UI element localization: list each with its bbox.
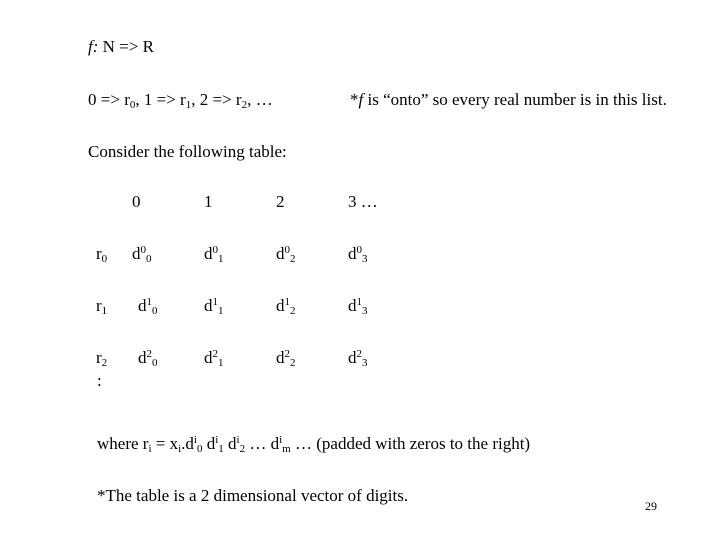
where-d0-sub: 0 bbox=[196, 443, 203, 455]
cell-r1-c1 bbox=[204, 296, 224, 317]
cell-r1-c0-d: d bbox=[138, 296, 147, 315]
function-signature: N => R bbox=[98, 37, 154, 56]
cell-r0-c2-sup: 0 bbox=[284, 244, 290, 256]
row-label-r1-sub: 1 bbox=[101, 305, 108, 317]
cell-r2-c2 bbox=[276, 348, 296, 369]
cell-r1-c3 bbox=[348, 296, 368, 317]
cell-r2-c0-d: d bbox=[138, 348, 147, 367]
cell-r0-c2-d: d bbox=[276, 244, 285, 263]
mapping-n-0: 0 bbox=[88, 90, 97, 109]
row-label-r1-letter: r bbox=[96, 296, 102, 315]
mapping-arrow-0: => bbox=[96, 90, 125, 109]
cell-r2-c0-sub: 0 bbox=[152, 357, 158, 369]
cell-r2-c2-d: d bbox=[276, 348, 285, 367]
col-header-3: 3 … bbox=[348, 192, 378, 211]
mapping-list bbox=[88, 90, 273, 111]
mapping-arrow-2: => bbox=[208, 90, 236, 109]
where-p1-sub: i bbox=[148, 443, 152, 455]
page-number: 29 bbox=[645, 499, 657, 513]
where-definition bbox=[97, 434, 531, 455]
mapping-arrow-1: => bbox=[152, 90, 181, 109]
footnote: *The table is a 2 dimensional vector of digits. bbox=[97, 486, 409, 505]
function-definition bbox=[88, 38, 154, 55]
where-p2-sub: i bbox=[178, 443, 182, 455]
cell-r2-c2-sub: 2 bbox=[290, 357, 296, 369]
cell-r1-c0-sub: 0 bbox=[152, 305, 158, 317]
row-label-r2-letter: r bbox=[96, 348, 102, 367]
where-dm-sup: i bbox=[279, 434, 283, 446]
row-label-r1 bbox=[96, 296, 108, 317]
mapping-r-1-sub: 1 bbox=[185, 99, 192, 111]
cell-r0-c0-sub: 0 bbox=[146, 253, 152, 265]
cell-r0-c1-sub: 1 bbox=[218, 253, 224, 265]
cell-r0-c0 bbox=[132, 244, 152, 265]
where-p6: … d bbox=[245, 434, 280, 453]
cell-r1-c1-sub: 1 bbox=[218, 305, 224, 317]
consider-text: Consider the following table: bbox=[88, 142, 287, 161]
row-label-r0 bbox=[96, 244, 108, 265]
onto-note bbox=[350, 91, 667, 108]
where-d2-sub: 2 bbox=[239, 443, 246, 455]
row-label-r2 bbox=[96, 348, 108, 369]
where-d1-sup: i bbox=[215, 434, 219, 446]
mapping-n-2: 2 bbox=[199, 90, 209, 109]
cell-r0-c3-sup: 0 bbox=[356, 244, 362, 256]
function-symbol: f: bbox=[88, 37, 99, 56]
where-d0-sup: i bbox=[193, 434, 197, 446]
cell-r1-c2 bbox=[276, 296, 296, 317]
cell-r0-c2-sub: 2 bbox=[290, 253, 296, 265]
cell-r1-c3-sub: 3 bbox=[362, 305, 368, 317]
where-p5: d bbox=[223, 434, 237, 453]
where-d1-sub: 1 bbox=[218, 443, 224, 455]
onto-note-asterisk: * bbox=[350, 90, 359, 109]
onto-note-text: is “onto” so every real number is in this list. bbox=[363, 90, 667, 109]
cell-r1-c2-sup: 1 bbox=[284, 296, 290, 308]
cell-r2-c1-d: d bbox=[204, 348, 213, 367]
mapping-r-1: r bbox=[180, 90, 186, 109]
row-continuation: : bbox=[97, 371, 102, 390]
where-p3: .d bbox=[181, 434, 194, 453]
cell-r1-c2-d: d bbox=[276, 296, 285, 315]
row-label-r2-sub: 2 bbox=[101, 357, 108, 369]
mapping-sep-1: , bbox=[191, 90, 200, 109]
where-p2: = x bbox=[151, 434, 179, 453]
where-p4: d bbox=[202, 434, 216, 453]
cell-r2-c3-sup: 2 bbox=[356, 348, 362, 360]
cell-r0-c3-sub: 3 bbox=[362, 253, 368, 265]
cell-r2-c3 bbox=[348, 348, 368, 369]
cell-r2-c0-sup: 2 bbox=[146, 348, 152, 360]
cell-r0-c1-d: d bbox=[204, 244, 213, 263]
mapping-r-2-sub: 2 bbox=[241, 99, 248, 111]
mapping-tail: , … bbox=[247, 90, 273, 109]
cell-r0-c3-d: d bbox=[348, 244, 357, 263]
cell-r2-c1-sub: 1 bbox=[218, 357, 224, 369]
row-label-r0-letter: r bbox=[96, 244, 102, 263]
cell-r2-c3-d: d bbox=[348, 348, 357, 367]
cell-r1-c1-d: d bbox=[204, 296, 213, 315]
cell-r2-c1 bbox=[204, 348, 224, 369]
row-label-r0-sub: 0 bbox=[101, 253, 108, 265]
col-header-2: 2 bbox=[276, 192, 285, 211]
mapping-r-0-sub: 0 bbox=[129, 99, 136, 111]
cell-r1-c2-sub: 2 bbox=[290, 305, 296, 317]
where-d2-sup: i bbox=[236, 434, 240, 446]
cell-r2-c1-sup: 2 bbox=[212, 348, 218, 360]
col-header-1: 1 bbox=[204, 192, 213, 211]
where-dm-sub: m bbox=[282, 443, 291, 455]
cell-r0-c0-d: d bbox=[132, 244, 141, 263]
cell-r1-c1-sup: 1 bbox=[212, 296, 218, 308]
cell-r1-c3-sup: 1 bbox=[356, 296, 362, 308]
cell-r0-c1-sup: 0 bbox=[212, 244, 218, 256]
cell-r1-c3-d: d bbox=[348, 296, 357, 315]
mapping-sep-0: , bbox=[135, 90, 144, 109]
cell-r0-c0-sup: 0 bbox=[140, 244, 146, 256]
cell-r1-c0-sup: 1 bbox=[146, 296, 152, 308]
onto-note-f: f bbox=[358, 90, 364, 109]
cell-r0-c2 bbox=[276, 244, 296, 265]
cell-r1-c0 bbox=[138, 296, 158, 317]
col-header-0: 0 bbox=[132, 192, 141, 211]
cell-r0-c3 bbox=[348, 244, 368, 265]
cell-r2-c2-sup: 2 bbox=[284, 348, 290, 360]
mapping-n-1: 1 bbox=[143, 90, 153, 109]
mapping-r-0: r bbox=[124, 90, 130, 109]
cell-r2-c3-sub: 3 bbox=[362, 357, 368, 369]
where-p1: where r bbox=[97, 434, 149, 453]
mapping-r-2: r bbox=[235, 90, 242, 109]
cell-r2-c0 bbox=[138, 348, 158, 369]
cell-r0-c1 bbox=[204, 244, 224, 265]
where-p7: … (padded with zeros to the right) bbox=[290, 434, 531, 453]
